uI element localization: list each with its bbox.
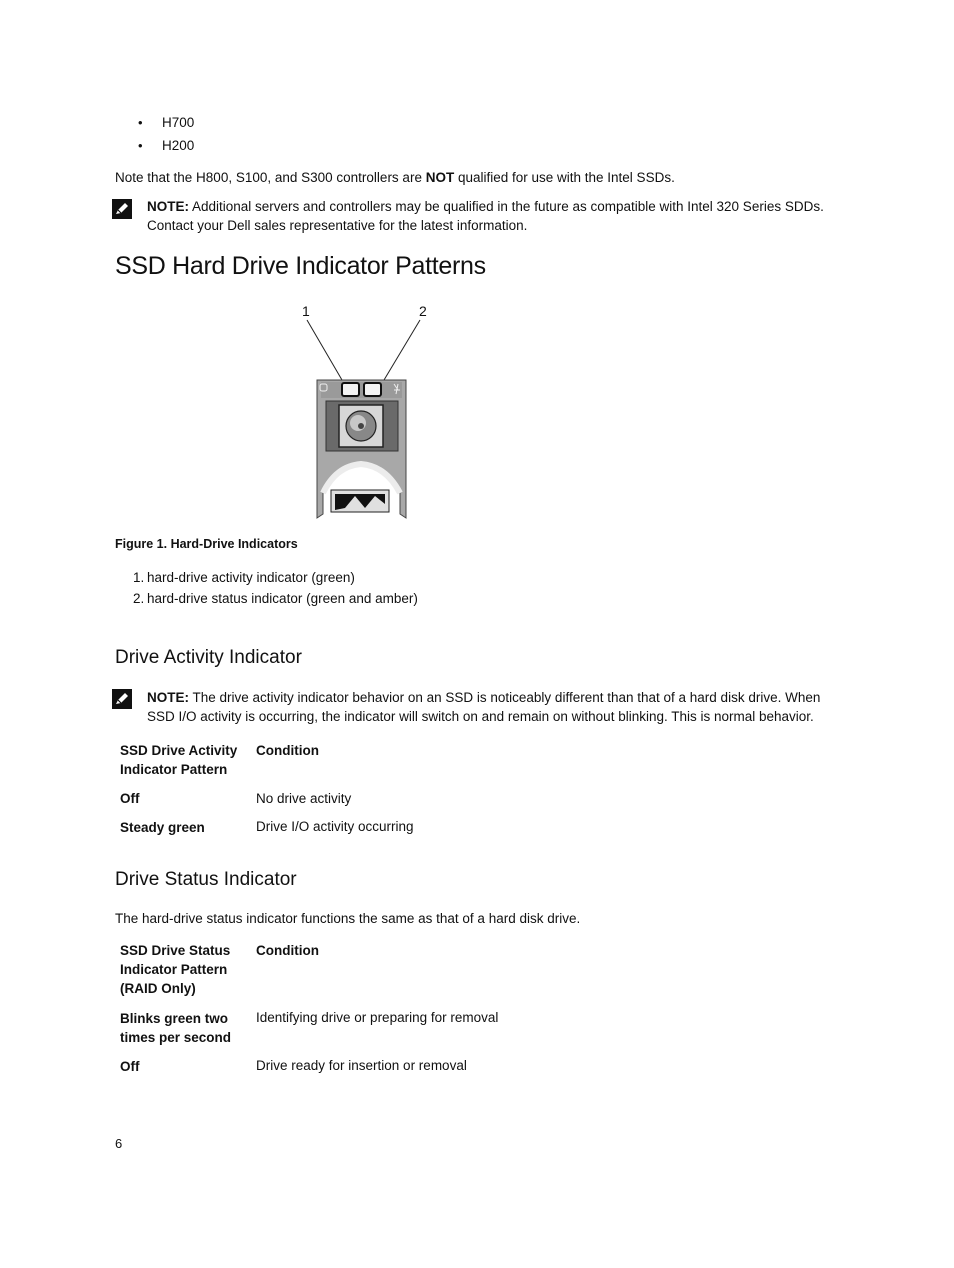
callout-1: 1 [302, 303, 310, 319]
pencil-note-icon [112, 199, 132, 219]
callout-2: 2 [419, 303, 427, 319]
list-item: H200 [162, 138, 195, 153]
table-header: Condition [256, 743, 319, 758]
emphasis-not: NOT [425, 170, 455, 185]
note-additional-servers: NOTE: Additional servers and controllers may be qualified in the future as compatible with Intel 320 Series SDDs. [147, 199, 824, 214]
status-intro: The hard-drive status indicator functions the same as that of a hard disk drive. [115, 911, 581, 926]
bullet-dot: • [138, 115, 143, 130]
note-activity: NOTE: The drive activity indicator behavior on an SSD is noticeably different than that of a hard disk drive. When [147, 690, 821, 705]
figure-caption: Figure 1. Hard-Drive Indicators [115, 537, 298, 551]
table-cell-pattern: times per second [120, 1030, 232, 1045]
table-header: Condition [256, 943, 319, 958]
status-indicator-led [364, 383, 381, 396]
pencil-note-icon [112, 689, 132, 709]
table-cell-pattern: Blinks green two [120, 1011, 229, 1026]
table-header: (RAID Only) [120, 981, 196, 996]
bullet-dot: • [138, 138, 143, 153]
page-title: SSD Hard Drive Indicator Patterns [115, 252, 486, 280]
controllers-note: Note that the H800, S100, and S300 controllers are NOT qualified for use with the Intel SSDs. [115, 170, 675, 185]
table-cell-pattern: Off [120, 1059, 140, 1074]
table-header: Indicator Pattern [120, 762, 228, 777]
activity-indicator-led [342, 383, 359, 396]
page-number: 6 [115, 1136, 123, 1151]
section-heading-activity: Drive Activity Indicator [115, 647, 302, 668]
note-activity-line2: SSD I/O activity is occurring, the indicator will switch on and remain on without blinking. This is normal behavior. [147, 709, 814, 724]
figure-item-number: 1. [133, 570, 145, 585]
table-cell-condition: Drive I/O activity occurring [256, 819, 414, 834]
figure-item: hard-drive status indicator (green and amber) [147, 591, 418, 606]
table-cell-condition: No drive activity [256, 791, 352, 806]
hard-drive-carrier-figure [290, 318, 440, 522]
figure-item: hard-drive activity indicator (green) [147, 570, 355, 585]
callout-line-1 [307, 320, 342, 380]
table-header: SSD Drive Status [120, 943, 231, 958]
list-item: H700 [162, 115, 195, 130]
figure-item-number: 2. [133, 591, 145, 606]
table-header: Indicator Pattern [120, 962, 228, 977]
callout-line-2 [384, 320, 420, 380]
note-additional-servers-line2: Contact your Dell sales representative for the latest information. [147, 218, 528, 233]
table-cell-condition: Drive ready for insertion or removal [256, 1058, 467, 1073]
section-heading-status: Drive Status Indicator [115, 869, 297, 890]
table-header: SSD Drive Activity [120, 743, 238, 758]
table-cell-pattern: Off [120, 791, 140, 806]
table-cell-condition: Identifying drive or preparing for removal [256, 1010, 499, 1025]
table-cell-pattern: Steady green [120, 820, 205, 835]
